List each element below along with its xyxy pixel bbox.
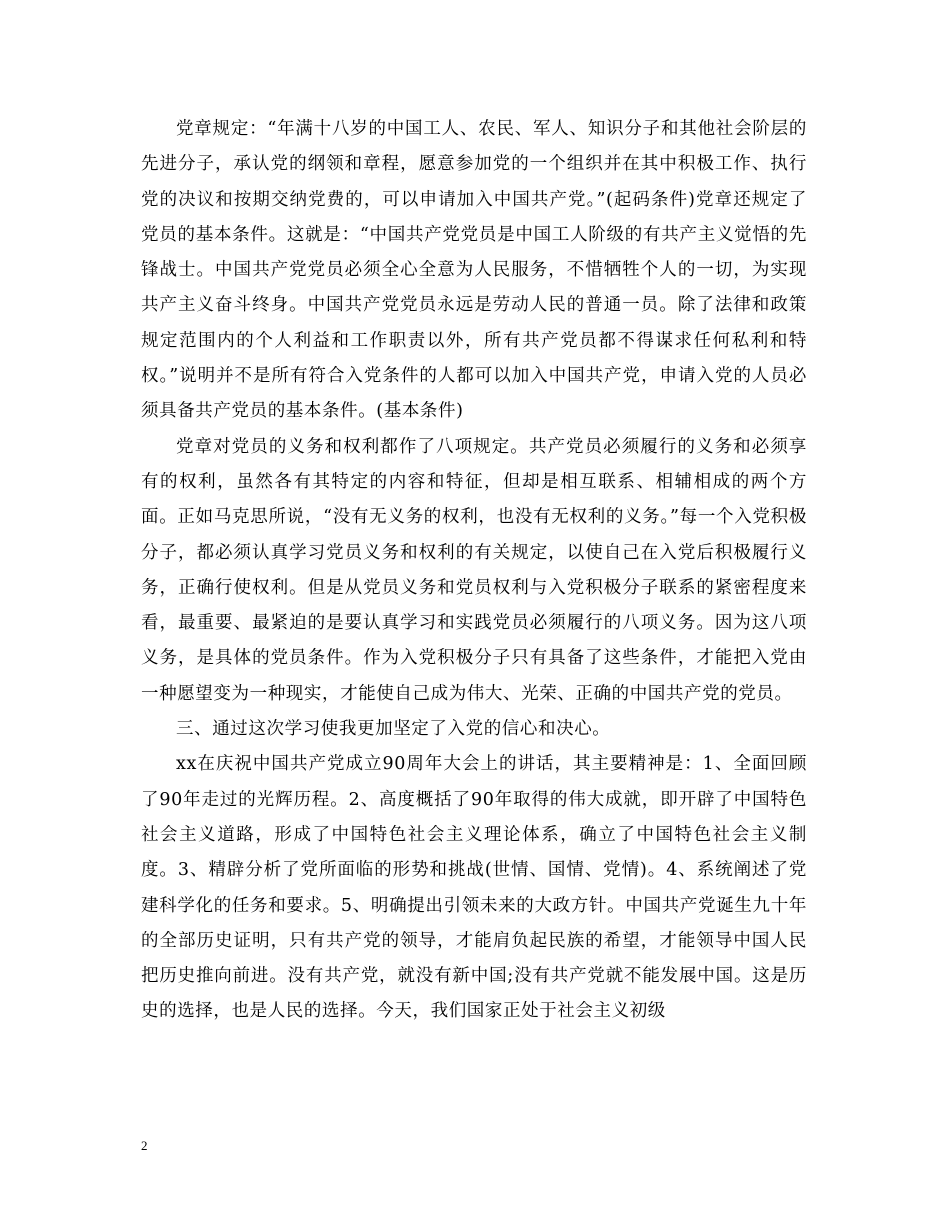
document-body	[141, 112, 807, 1030]
page-number: 2	[141, 1138, 148, 1153]
paragraph-duties-and-rights: 党章对党员的义务和权利都作了八项规定。共产党员必须履行的义务和必须享有的权利，虽然各有其特定的内容和特征，但却是相互联系、相辅相成的两个方面。正如马克思所说，“没有无义务的权利，也没有无权利的义务。”每一个入党积极分子，都必须认真学习党员义务和权利的有关规定，以使自己在入党后积极履行义务，正确行使权利。但是从党员义务和党员权利与入党积极分子联系的紧密程度来看，最重要、最紧迫的是要认真学习和实践党员必须履行的八项义务。因为这八项义务，是具体的党员条件。作为入党积极分子只有具备了这些条件，才能把入党由一种愿望变为一种现实，才能使自己成为伟大、光荣、正确的中国共产党的党员。	[141, 436, 807, 704]
paragraph-90th-anniversary-speech: xx在庆祝中国共产党成立90周年大会上的讲话，其主要精神是：1、全面回顾了90年走过的光辉历程。2、高度概括了90年取得的伟大成就，即开辟了中国特色社会主义道路，形成了中国特色社会主义理论体系，确立了中国特色社会主义制度。3、精辟分析了党所面临的形势和挑战(世情、国情、党情)。4、系统阐述了党建科学化的任务和要求。5、明确提出引领未来的大政方针。中国共产党诞生九十年的全部历史证明，只有共产党的领导，才能肩负起民族的希望，才能领导中国人民把历史推向前进。没有共产党，就没有新中国;没有共产党就不能发展中国。这是历史的选择，也是人民的选择。今天，我们国家正处于社会主义初级	[141, 754, 807, 1022]
section-heading-three: 三、通过这次学习使我更加坚定了入党的信心和决心。	[176, 719, 611, 740]
paragraph-party-constitution-conditions: 党章规定：“年满十八岁的中国工人、农民、军人、知识分子和其他社会阶层的先进分子，承认党的纲领和章程，愿意参加党的一个组织并在其中积极工作、执行党的决议和按期交纳党费的，可以申请加入中国共产党。”(起码条件)党章还规定了党员的基本条件。这就是：“中国共产党党员是中国工人阶级的有共产主义觉悟的先锋战士。中国共产党党员必须全心全意为人民服务，不惜牺牲个人的一切，为实现共产主义奋斗终身。中国共产党党员永远是劳动人民的普通一员。除了法律和政策规定范围内的个人利益和工作职责以外，所有共产党员都不得谋求任何私利和特权。”说明并不是所有符合入党条件的人都可以加入中国共产党，申请入党的人员必须具备共产党员的基本条件。(基本条件)	[141, 119, 807, 422]
